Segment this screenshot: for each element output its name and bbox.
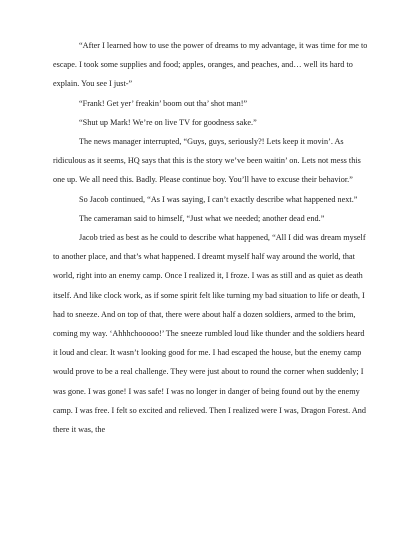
paragraph-cameraman: The cameraman said to himself, “Just what we needed; another dead end.”: [79, 213, 325, 223]
paragraph-jacob-describes: Jacob tried as best as he could to describe what happened, “All I did was dream myself to another place, and that’s what happened. I dreamt myself half way around the world, that world, right into an enemy camp. Once I realized it, I froze. I was as still and as quiet as death itself. And like clock work, as if some spirit felt like turning my bad situation to life or death, I had to sneeze. And on top of that, there were about half a dozen soldiers, armed to the brim, coming my way. ‘Ahhhchooooo!’ The sneeze rumbled loud like thunder and the soldiers heard it loud and clear. It wasn’t looking good for me. I had escaped the house, but the enemy camp would prove to be a real challenge. They were just about to round the corner when suddenly; I was gone. I was gone! I was safe! I was no longer in danger of being found out by the enemy camp. I was free. I felt so excited and relieved. Then I realized were I was, Dragon Forest. And there it was, the: [53, 233, 366, 435]
paragraph-dreams-escape: “After I learned how to use the power of dreams to my advantage, it was time for me to escape. I took some supplies and food; apples, oranges, and peaches, and… well its hard to explain. You see I just-”: [53, 41, 368, 89]
paragraph-frank-boom: “Frank! Get yer’ freakin’ boom out tha’ shot man!”: [79, 98, 248, 108]
paragraph-shut-up-mark: “Shut up Mark! We’re on live TV for goodness sake.”: [79, 117, 257, 127]
paragraph-jacob-continued: So Jacob continued, “As I was saying, I can’t exactly describe what happened next.”: [79, 194, 358, 204]
paragraph-news-manager: The news manager interrupted, “Guys, guys, seriously?! Lets keep it movin’. As ridiculous as it seems, HQ says that this is the story we’ve been waitin’ on. Lets not mess this one up. We all need this. Badly. Please continue boy. You’ll have to excuse their behavior.”: [53, 137, 361, 185]
